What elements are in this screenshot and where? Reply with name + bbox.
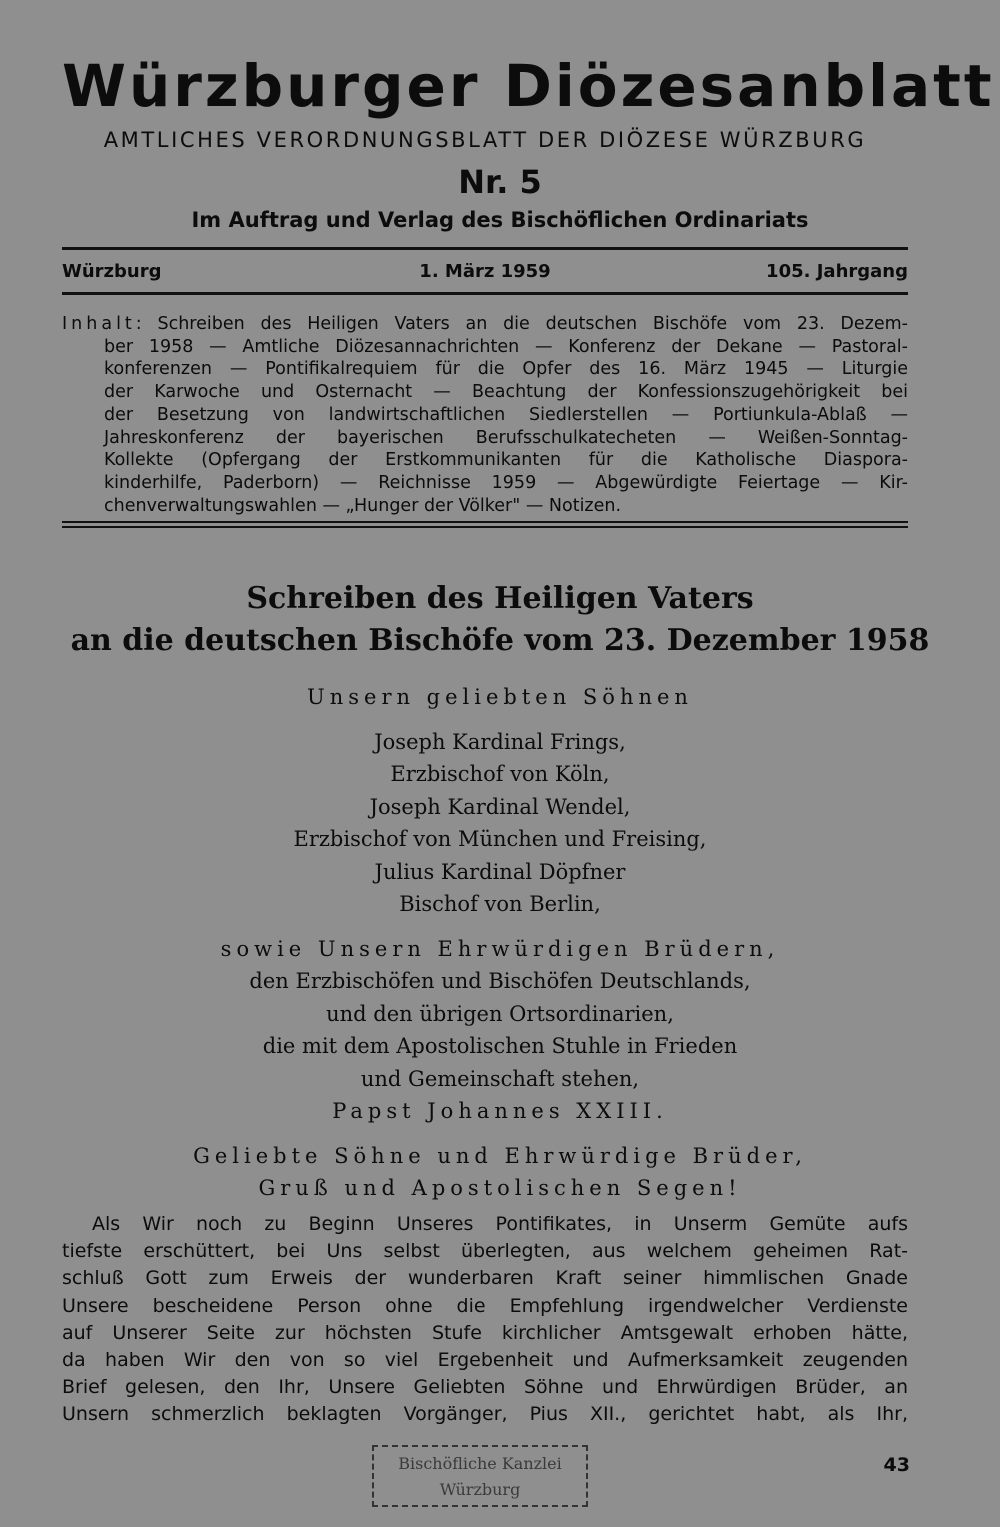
- article-body: [62, 1211, 908, 1429]
- toc-line: Kollekte (Opfergang der Erstkommunikanten für die Katholische Diaspora-: [104, 450, 908, 471]
- body-line: Brief gelesen, den Ihr, Unsere Geliebten Söhne und Ehrwürdigen Brüder, an: [62, 1376, 908, 1399]
- body-line: auf Unserer Seite zur höchsten Stufe kirchlicher Amtsgewalt erhoben hätte,: [62, 1321, 908, 1344]
- body-line: schluß Gott zum Erweis der wunderbaren Kraft seiner himmlischen Gnade: [62, 1267, 908, 1290]
- body-line: da haben Wir den von so viel Ergebenheit und Aufmerksamkeit zeugenden: [62, 1349, 908, 1372]
- salutation-line: Joseph Kardinal Frings,: [374, 729, 626, 754]
- salutation-line: und den übrigen Ortsordinarien,: [326, 1001, 674, 1026]
- body-line: Unsern schmerzlich beklagten Vorgänger, Pius XII., gerichtet habt, als Ihr,: [62, 1403, 908, 1426]
- salutation-line: Joseph Kardinal Wendel,: [369, 794, 631, 819]
- salutation-line: Gruß und Apostolischen Segen!: [258, 1176, 742, 1200]
- toc-line: kinderhilfe, Paderborn) — Reichnisse 1959 — Abgewürdigte Feiertage — Kir-: [104, 472, 908, 493]
- toc-line: ber 1958 — Amtliche Diözesannachrichten — Konferenz der Dekane — Pastoral-: [104, 336, 908, 357]
- salutation-line: Erzbischof von München und Freising,: [293, 827, 707, 851]
- salutation-gap: [0, 714, 1000, 726]
- stamp-line: Würzburg: [439, 1480, 521, 1499]
- publisher-line: Im Auftrag und Verlag des Bischöflichen Ordinariats: [191, 208, 809, 232]
- salutation-line: Geliebte Söhne und Ehrwürdige Brüder,: [193, 1143, 807, 1168]
- toc-line: der Karwoche und Osternacht — Beachtung der Konfessionszugehörigkeit bei: [104, 382, 908, 403]
- page-number: 43: [883, 1454, 910, 1476]
- salutation-block: [0, 681, 1000, 1205]
- salutation-line: Unsern geliebten Söhnen: [307, 685, 693, 709]
- issue-number: Nr. 5: [458, 163, 542, 201]
- dateline-place: Würzburg: [62, 261, 162, 282]
- salutation-gap: [0, 921, 1000, 933]
- salutation-line: Julius Kardinal Döpfner: [374, 859, 626, 884]
- article-heading: [0, 578, 1000, 662]
- body-line: Unsere bescheidene Person ohne die Empfehlung irgendwelcher Verdienste: [62, 1294, 908, 1317]
- salutation-line: sowie Unsern Ehrwürdigen Brüdern,: [220, 936, 780, 961]
- top-rule: [62, 247, 908, 250]
- contents-rule-upper: [62, 521, 908, 523]
- masthead-subtitle: AMTLICHES VERORDNUNGSBLATT DER DIÖZESE WÜRZBURG: [103, 128, 867, 152]
- toc-line: konferenzen — Pontifikalrequiem für die Opfer des 16. März 1945 — Liturgie: [104, 359, 908, 380]
- toc-line: chenverwaltungswahlen — „Hunger der Völker" — Notizen.: [104, 495, 622, 516]
- salutation-line: und Gemeinschaft stehen,: [360, 1066, 640, 1091]
- contents-rule-lower: [62, 526, 908, 528]
- dateline-date: 1. März 1959: [419, 261, 551, 282]
- toc-line: der Besetzung von landwirtschaftlichen Siedlerstellen — Portiunkula-Ablaß —: [104, 404, 908, 425]
- salutation-line: die mit dem Apostolischen Stuhle in Frieden: [262, 1034, 738, 1058]
- toc-line: Jahreskonferenz der bayerischen Berufsschulkatecheten — Weißen-Sonntag-: [104, 427, 908, 448]
- stamp-line: Bischöfliche Kanzlei: [398, 1454, 562, 1473]
- salutation-line: Bischof von Berlin,: [399, 892, 601, 916]
- toc-line: Inhalt: Schreiben des Heiligen Vaters an die deutschen Bischöfe vom 23. Dezem-: [62, 314, 908, 334]
- body-line: Als Wir noch zu Beginn Unseres Pontifikates, in Unserm Gemüte aufs: [92, 1213, 908, 1235]
- salutation-line: den Erzbischöfen und Bischöfen Deutschlands,: [249, 969, 751, 993]
- dateline-rule: [62, 292, 908, 295]
- toc-label: Inhalt: [62, 314, 136, 334]
- article-heading-line: an die deutschen Bischöfe vom 23. Dezember 1958: [70, 623, 930, 658]
- salutation-line: Papst Johannes XXIII.: [332, 1099, 668, 1123]
- dateline: [62, 261, 908, 285]
- dateline-volume: 105. Jahrgang: [766, 261, 908, 282]
- archive-stamp: [372, 1445, 588, 1507]
- body-line: tiefste erschüttert, bei Uns selbst überlegten, aus welchem geheimen Rat-: [62, 1240, 908, 1263]
- salutation-gap: [0, 1128, 1000, 1140]
- table-of-contents: [62, 313, 908, 517]
- masthead-title: Würzburger Diözesanblatt: [62, 52, 995, 120]
- salutation-line: Erzbischof von Köln,: [390, 762, 610, 786]
- article-heading-line: Schreiben des Heiligen Vaters: [246, 581, 754, 616]
